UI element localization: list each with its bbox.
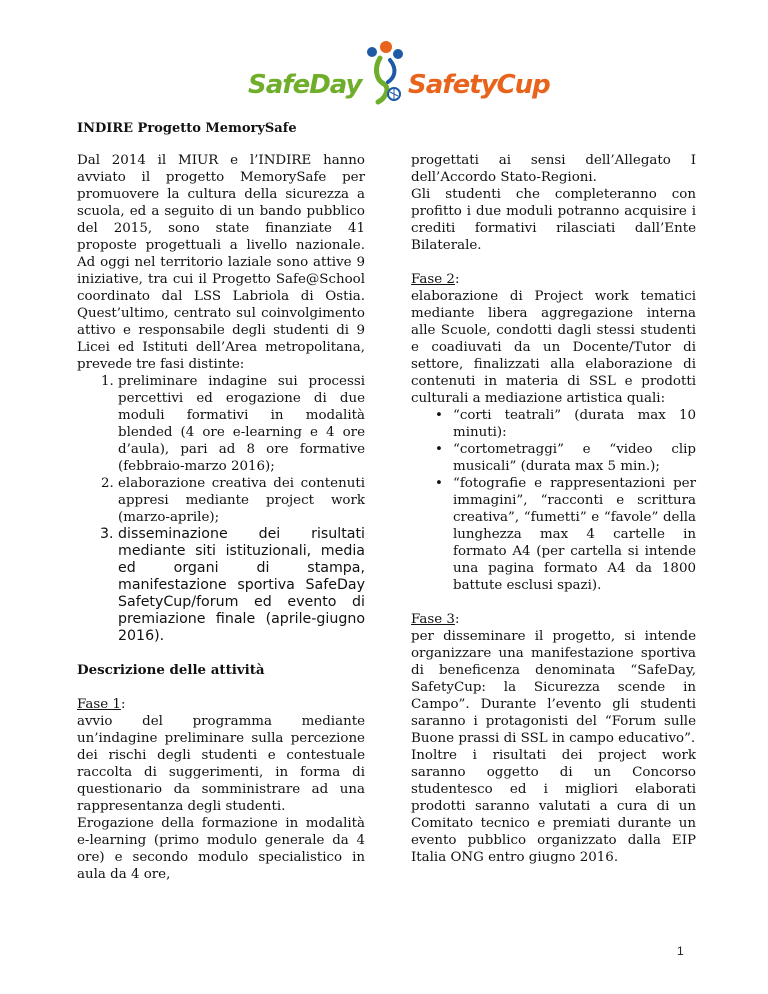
project-work-item: • “corti teatrali” (durata max 10 minuti): [453,407,696,441]
fase2-label-line: Fase 2: [411,272,460,287]
runner-figure-icon [360,40,410,106]
fase2-paragraph: elaborazione di Project work tematici mediante libera aggregazione interna alle Scuole, condotti dagli stessi studenti e coadiuvati da un Docente/Tutor di settore, finalizzati alla elaborazione di contenuti in materia di SSL e prodotti culturali a mediazione artistica quali: [411,289,696,406]
fase3-paragraph: Inoltre i risultati dei project work saranno oggetto di un Concorso studentesco ed i migliori elaborati prodotti saranno valutati a cura di un Comitato tecnico e premiati durante un evento pubblico organizzato dalla EIP Italia ONG entro giugno 2016. [411,748,696,865]
intro-paragraph: Dal 2014 il MIUR e l’INDIRE hanno avviato il progetto MemorySafe per promuovere la cultura della sicurezza a scuola, ed a seguito di un bando pubblico del 2015, sono state finanziate 41 proposte progettuali a livello nazionale. Ad oggi nel territorio laziale sono attive 9 iniziative, tra cui il Progetto Safe@School coordinato dal LSS Labriola di Ostia. Quest’ultimo, centrato sul coinvolgimento attivo e responsabile degli studenti di 9 Licei ed Istituti dell’Area metropolitana, prevede tre fasi distinte: [77,153,365,372]
document-title: INDIRE Progetto MemorySafe [77,121,297,136]
fase1-label: Fase 1 [77,697,121,712]
phase-item: 1. preliminare indagine sui processi percettivi ed erogazione di due moduli formativi in modalità blended (4 ore e-learning e 4 ore d’aula), pari ad 8 ore formative (febbraio-marzo 2016); [118,373,365,475]
phases-list [77,373,365,645]
fase3-paragraph: per disseminare il progetto, si intende organizzare una manifestazione sportiva di beneficenza denominata “SafeDay, SafetyCup: la Sicurezza scende in Campo”. Durante l’evento gli studenti saranno i protagonisti del “Forum sulle Buone prassi di SSL in campo educativo”. [411,629,696,746]
safeday-safetycup-logo [248,40,550,110]
logo-safetycup-word: SafetyCup [408,70,550,100]
logo-safeday-word: SafeDay [248,70,362,100]
left-column [77,152,365,883]
project-work-item: • “fotografie e rappresentazioni per immagini”, “racconti e scrittura creativa”, “fumetti” e “favole” della lunghezza max 4 cartelle in formato A4 (per cartella si intende una pagina formato A4 da 1800 battute esclusi spazi). [453,475,696,594]
phase-item: 2. elaborazione creativa dei contenuti appresi mediante project work (marzo-aprile); [118,475,365,526]
fase1-continuation: progettati ai sensi dell’Allegato I dell’Accordo Stato-Regioni. [411,153,696,185]
fase1-paragraph: avvio del programma mediante un’indagine preliminare sulla percezione dei rischi degli studenti e contestuale raccolta di suggerimenti, in forma di questionario da somministrare ad una rappresentanza degli studenti. [77,714,365,814]
fase3-label-line: Fase 3: [411,612,460,627]
phase-item: 3. disseminazione dei risultati mediante siti istituzionali, media ed organi di stampa, manifestazione sportiva SafeDay SafetyCup/forum ed evento di premiazione finale (aprile-giugno 2016). [118,526,365,645]
project-work-list [411,407,696,594]
activities-heading: Descrizione delle attività [77,662,265,678]
right-column [411,152,696,866]
fase3-label: Fase 3 [411,612,455,627]
page-number: 1 [677,944,684,958]
fase1-paragraph: Erogazione della formazione in modalità e-learning (primo modulo generale da 4 ore) e secondo modulo specialistico in aula da 4 ore, [77,816,365,882]
project-work-item: • “cortometraggi” e “video clip musicali” (durata max 5 min.); [453,441,696,475]
fase1-continuation: Gli studenti che completeranno con profitto i due moduli potranno acquisire i crediti formativi rilasciati dall’Ente Bilaterale. [411,187,696,253]
fase2-label: Fase 2 [411,272,455,287]
fase1-label-line: Fase 1: [77,697,126,712]
